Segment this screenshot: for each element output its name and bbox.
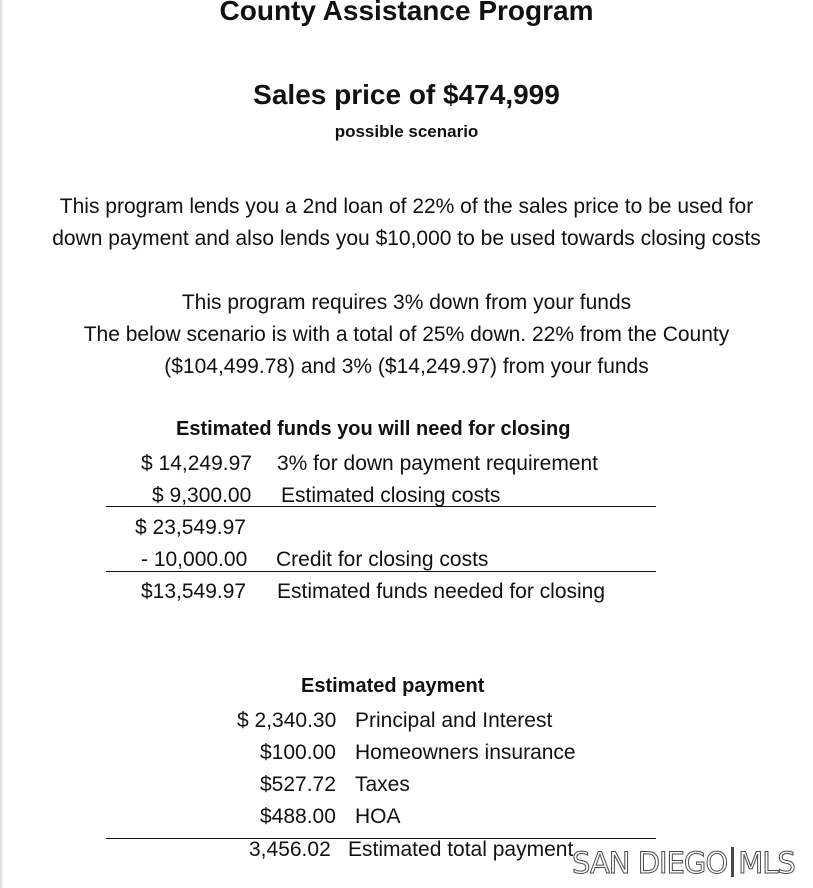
watermark-left-text: SAN DIEGO — [572, 846, 728, 880]
closing-amount: - 10,000.00 — [141, 548, 248, 571]
sales-price-heading: Sales price of $474,999 — [253, 79, 560, 110]
requirements-line: The below scenario is with a total of 25% down. 22% from the County — [83, 323, 730, 346]
payment-label: Taxes — [355, 773, 410, 796]
requirements-paragraph — [0, 287, 813, 383]
closing-amount: $13,549.97 — [141, 580, 247, 603]
payment-row — [0, 803, 813, 831]
payment-row — [0, 739, 813, 767]
page-title: County Assistance Program — [219, 0, 594, 26]
watermark-right-text: MLS — [738, 846, 795, 880]
requirements-line: ($104,499.78) and 3% ($14,249.97) from your funds — [164, 355, 649, 378]
payment-heading: Estimated payment — [301, 675, 485, 697]
closing-label: Estimated closing costs — [281, 484, 501, 507]
payment-amount: $ 2,340.30 — [237, 709, 337, 732]
closing-row — [0, 450, 813, 478]
payment-amount: $488.00 — [260, 805, 336, 828]
closing-amount: $ 23,549.97 — [135, 516, 246, 539]
payment-amount: $100.00 — [260, 741, 336, 764]
total-rule — [106, 571, 656, 572]
watermark-divider — [731, 847, 734, 877]
intro-line: This program lends you a 2nd loan of 22% of the sales price to be used for — [59, 195, 754, 218]
mls-watermark-logo — [572, 846, 795, 880]
payment-label: Principal and Interest — [355, 709, 553, 732]
closing-row — [0, 514, 813, 542]
subtotal-rule — [106, 506, 656, 507]
closing-label: Credit for closing costs — [276, 548, 489, 571]
closing-row — [0, 546, 813, 574]
intro-line: down payment and also lends you $10,000 to be used towards closing costs — [52, 227, 761, 250]
payment-amount: 3,456.02 — [249, 838, 331, 861]
requirements-line: This program requires 3% down from your funds — [181, 291, 632, 314]
payment-label: Homeowners insurance — [355, 741, 576, 764]
intro-paragraph — [0, 191, 813, 255]
closing-label: 3% for down payment requirement — [277, 452, 598, 475]
closing-amount: $ 9,300.00 — [152, 484, 252, 507]
payment-row — [0, 771, 813, 799]
closing-funds-heading: Estimated funds you will need for closing — [176, 418, 571, 440]
payment-label: HOA — [355, 805, 401, 828]
closing-label: Estimated funds needed for closing — [277, 580, 606, 603]
scenario-label: possible scenario — [334, 122, 479, 141]
closing-amount: $ 14,249.97 — [141, 452, 252, 475]
closing-row — [0, 578, 813, 606]
payment-label: Estimated total payment — [348, 838, 574, 861]
payment-amount: $527.72 — [260, 773, 336, 796]
payment-row — [0, 707, 813, 735]
